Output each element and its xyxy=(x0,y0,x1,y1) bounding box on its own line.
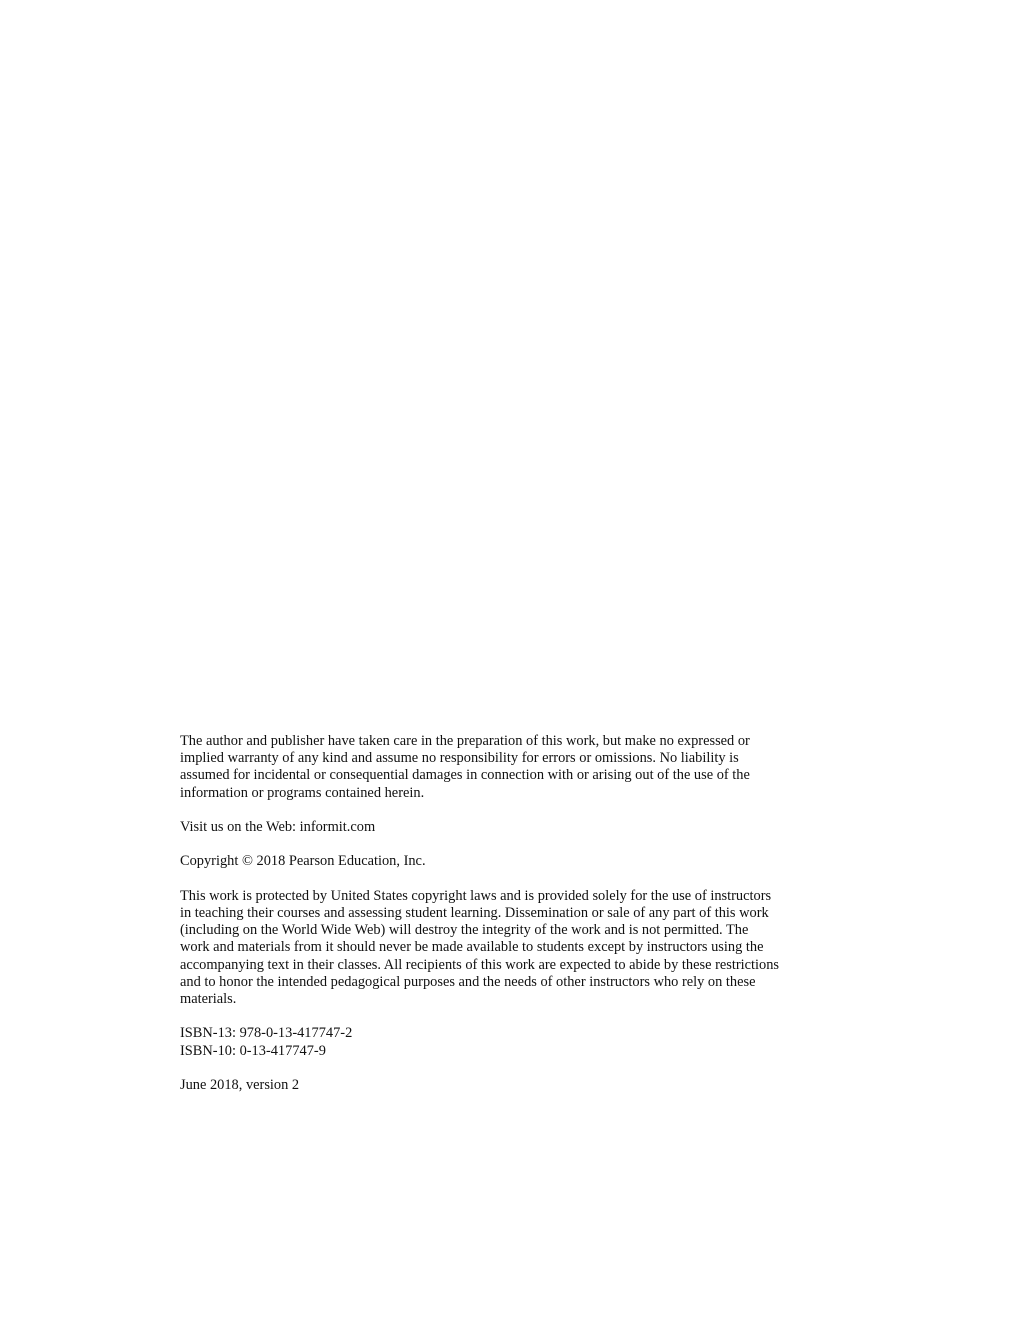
isbn-block xyxy=(180,1025,815,1059)
protection-line: and to honor the intended pedagogical purposes and the needs of other instructors who rely on these xyxy=(180,973,756,990)
spacer xyxy=(180,1008,815,1025)
protection-line: materials. xyxy=(180,991,237,1007)
isbn-13: ISBN-13: 978-0-13-417747-2 xyxy=(180,1025,353,1042)
protection-line: work and materials from it should never be made available to students except by instructors using the xyxy=(180,939,764,956)
isbn-10: ISBN-10: 0-13-417747-9 xyxy=(180,1042,326,1059)
protection-line: (including on the World Wide Web) will destroy the integrity of the work and is not permitted. The xyxy=(180,922,749,939)
disclaimer-line: assumed for incidental or consequential damages in connection with or arising out of the use of the xyxy=(180,767,750,784)
spacer xyxy=(180,1060,815,1077)
protection-line: This work is protected by United States copyright laws and is provided solely for the use of instructors xyxy=(180,887,772,904)
edition-version: June 2018, version 2 xyxy=(180,1076,300,1093)
protection-line: in teaching their courses and assessing student learning. Dissemination or sale of any part of this work xyxy=(180,904,769,921)
disclaimer-paragraph xyxy=(180,733,815,802)
disclaimer-line: The author and publisher have taken care in the preparation of this work, but make no expressed or xyxy=(180,733,750,749)
spacer xyxy=(180,871,815,888)
spacer xyxy=(180,836,815,853)
spacer xyxy=(180,802,815,819)
disclaimer-line: implied warranty of any kind and assume no responsibility for errors or omissions. No liability is xyxy=(180,750,739,767)
disclaimer-line: information or programs contained herein. xyxy=(180,784,425,801)
protection-paragraph xyxy=(180,888,815,1008)
copyright-page xyxy=(180,733,815,1094)
protection-line: accompanying text in their classes. All recipients of this work are expected to abide by these restrictions xyxy=(180,956,780,973)
web-address: Visit us on the Web: informit.com xyxy=(180,819,376,835)
copyright-notice: Copyright © 2018 Pearson Education, Inc. xyxy=(180,853,426,870)
